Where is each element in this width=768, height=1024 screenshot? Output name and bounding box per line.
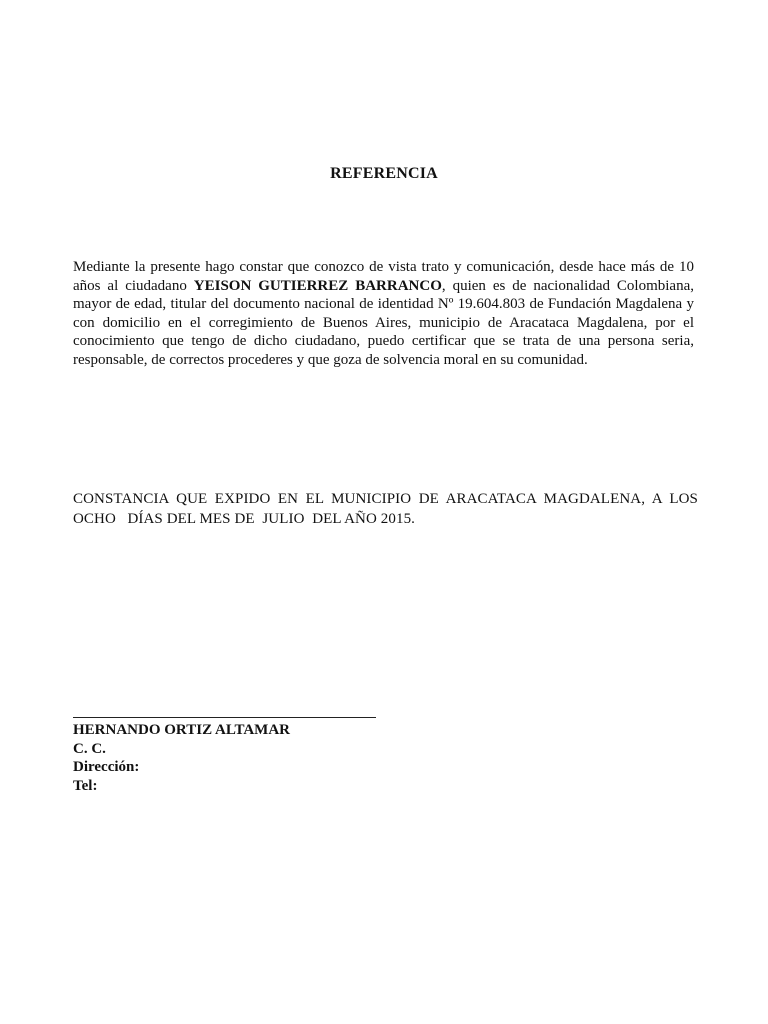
citizen-name: YEISON GUTIERREZ BARRANCO [193, 277, 442, 294]
signer-phone-label: Tel: [73, 777, 98, 794]
document-title: REFERENCIA [330, 165, 438, 182]
signature-line [73, 717, 376, 718]
signer-cc-label: C. C. [73, 740, 106, 757]
signer-name: HERNANDO ORTIZ ALTAMAR [73, 722, 291, 738]
paragraph-text-end: , quien es de nacionalidad Colombiana, mayor de edad, titular del documento nacional de identidad Nº 19.604.803 de Fundación Magdalena y con domicilio en el corregimiento de Buenos Aires, municipio de Aracataca Magdalena, por el conocimiento que tengo de dicho ciudadano, puedo certificar que se trata de una persona seria, responsable, de correctos procederes y que goza de solvencia moral en su comunidad. [73, 277, 694, 368]
body-paragraph [73, 258, 694, 370]
paragraph-text-start: Mediante la presente hago constar que conozco de vista trato y comunicación, desde hace más de 10 años al ciudadano [73, 259, 694, 294]
signature-block [73, 721, 290, 795]
constancia-statement: CONSTANCIA QUE EXPIDO EN EL MUNICIPIO DE ARACATACA MAGDALENA, A LOS OCHO DÍAS DEL MES DE JULIO DEL AÑO 2015. [73, 491, 702, 527]
signer-address-label: Dirección: [73, 759, 140, 775]
